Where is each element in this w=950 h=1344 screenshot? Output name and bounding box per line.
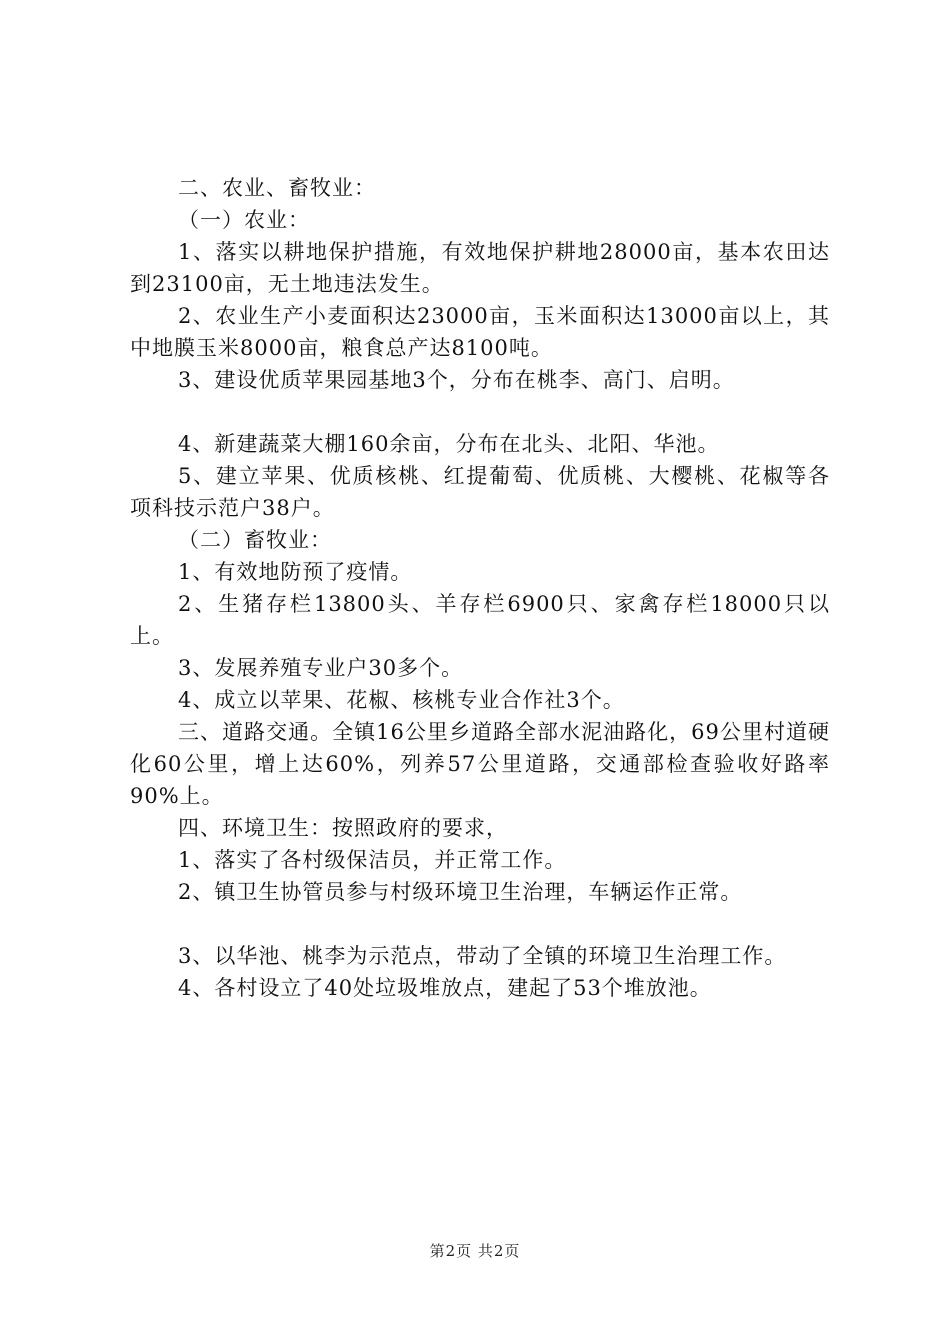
paragraph-epidemic-prevention: 1、有效地防预了疫情。: [178, 560, 413, 584]
paragraph-garbage-points: 4、各村设立了40处垃圾堆放点，建起了53个堆放池。: [178, 976, 712, 1000]
paragraph-crop-production: 2、农业生产小麦面积达23000亩，玉米面积达13000亩以上，其中地膜玉米8000亩，粮食总产达8100吨。: [130, 304, 830, 360]
subsection-heading-farming: （一）农业：: [178, 208, 310, 232]
document-body: [130, 172, 830, 1004]
page-number-footer: 第2页 共2页: [429, 1242, 521, 1260]
section-heading-sanitation: 四、环境卫生：按照政府的要求，: [178, 816, 508, 840]
paragraph-sanitation-coordinators: 2、镇卫生协管员参与村级环境卫生治理，车辆运作正常。: [178, 880, 743, 904]
paragraph-cleaners: 1、落实了各村级保洁员，并正常工作。: [178, 848, 567, 872]
paragraph-farmland-protection: 1、落实以耕地保护措施，有效地保护耕地28000亩，基本农田达到23100亩，无土地违法发生。: [130, 240, 830, 296]
paragraph-breeding-households: 3、发展养殖专业户30多个。: [178, 656, 464, 680]
section-heading-agriculture: 二、农业、畜牧业：: [178, 176, 376, 200]
paragraph-livestock-stock: 2、生猪存栏13800头、羊存栏6900只、家禽存栏18000只以上。: [130, 592, 830, 648]
paragraph-cooperatives: 4、成立以苹果、花椒、核桃专业合作社3个。: [178, 688, 625, 712]
paragraph-vegetable-greenhouse: 4、新建蔬菜大棚160余亩，分布在北头、北阳、华池。: [178, 432, 720, 456]
subsection-heading-livestock: （二）畜牧业：: [178, 528, 332, 552]
section-heading-roads: 三、道路交通。全镇16公里乡道路全部水泥油路化，69公里村道硬化60公里，增上达60%，列养57公里道路，交通部检查验收好路率90%上。: [130, 720, 830, 808]
paragraph-demo-households: 5、建立苹果、优质核桃、红提葡萄、优质桃、大樱桃、花椒等各项科技示范户38户。: [130, 464, 830, 520]
paragraph-apple-orchard: 3、建设优质苹果园基地3个，分布在桃李、高门、启明。: [178, 368, 735, 392]
paragraph-demonstration-sites: 3、以华池、桃李为示范点，带动了全镇的环境卫生治理工作。: [178, 944, 787, 968]
